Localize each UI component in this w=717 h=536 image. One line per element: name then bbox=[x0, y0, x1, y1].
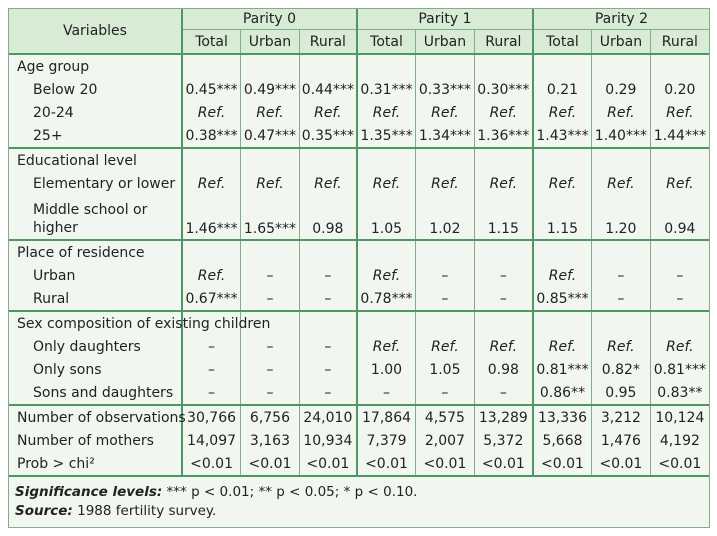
table-cell: Ref. bbox=[357, 172, 416, 195]
table-cell: 17,864 bbox=[357, 405, 416, 429]
table-row bbox=[9, 358, 709, 381]
table-cell: 0.67*** bbox=[182, 287, 241, 311]
table-cell: 0.47*** bbox=[241, 124, 300, 148]
row-label: Only sons bbox=[9, 358, 182, 381]
table-cell: Ref. bbox=[592, 172, 651, 195]
results-table bbox=[9, 9, 709, 477]
table-cell: – bbox=[650, 287, 709, 311]
table-cell: <0.01 bbox=[241, 452, 300, 476]
empty-cell bbox=[533, 311, 592, 335]
table-cell: Ref. bbox=[241, 172, 300, 195]
table-cell: Ref. bbox=[533, 335, 592, 358]
table-cell: 4,192 bbox=[659, 432, 700, 449]
table-cell: – bbox=[474, 264, 533, 287]
empty-cell bbox=[650, 148, 709, 172]
table-cell: 0.85*** bbox=[533, 287, 592, 311]
table-cell: 0.30*** bbox=[474, 78, 533, 101]
section-header-row bbox=[9, 311, 709, 335]
table-cell: 10,124 bbox=[655, 409, 705, 426]
table-cell: 1.36*** bbox=[474, 124, 533, 148]
table-cell: Ref. bbox=[299, 101, 357, 124]
empty-cell bbox=[474, 311, 533, 335]
table-cell: – bbox=[182, 381, 241, 405]
empty-cell bbox=[416, 240, 475, 264]
table-cell: Ref. bbox=[416, 101, 475, 124]
table-cell: 0.38*** bbox=[182, 124, 241, 148]
empty-cell bbox=[182, 148, 241, 172]
stats-label: Prob > chi² bbox=[9, 452, 182, 476]
table-cell: 24,010 bbox=[299, 405, 357, 429]
table-cell: – bbox=[299, 264, 357, 287]
significance-text: *** p < 0.01; ** p < 0.05; * p < 0.10. bbox=[162, 484, 418, 500]
table-cell: – bbox=[474, 287, 533, 311]
table-cell: Ref. bbox=[666, 175, 694, 192]
table-cell: 0.86** bbox=[533, 381, 592, 405]
section-title: Place of residence bbox=[9, 240, 182, 264]
empty-cell bbox=[474, 148, 533, 172]
table-cell: <0.01 bbox=[357, 452, 416, 476]
group-header: Parity 0 bbox=[182, 9, 357, 30]
table-cell: – bbox=[299, 358, 357, 381]
subcol-header: Rural bbox=[650, 30, 709, 55]
table-cell: 1.05 bbox=[357, 195, 416, 240]
table-cell: 1.15 bbox=[533, 195, 592, 240]
table-cell: <0.01 bbox=[299, 452, 357, 476]
empty-cell bbox=[474, 54, 533, 78]
empty-cell bbox=[357, 54, 416, 78]
table-row bbox=[9, 381, 709, 405]
table-cell: <0.01 bbox=[182, 452, 241, 476]
table-cell: 0.81*** bbox=[533, 358, 592, 381]
table-cell: 13,336 bbox=[533, 405, 592, 429]
empty-cell bbox=[650, 240, 709, 264]
empty-cell bbox=[592, 54, 651, 78]
table-cell: 30,766 bbox=[182, 405, 241, 429]
table-cell: 7,379 bbox=[357, 429, 416, 452]
table-cell: Ref. bbox=[241, 101, 300, 124]
row-label: Below 20 bbox=[9, 78, 182, 101]
table-cell: 1.02 bbox=[416, 195, 475, 240]
stats-label: Number of observations bbox=[9, 405, 182, 429]
table-cell: 1.34*** bbox=[416, 124, 475, 148]
table-cell: – bbox=[676, 267, 684, 284]
table-cell: 1.65*** bbox=[241, 195, 300, 240]
table-cell: Ref. bbox=[299, 172, 357, 195]
table-cell: Ref. bbox=[182, 172, 241, 195]
table-cell: <0.01 bbox=[533, 452, 592, 476]
table-cell: – bbox=[416, 264, 475, 287]
header-row-groups bbox=[9, 9, 709, 30]
table-cell: – bbox=[182, 335, 241, 358]
empty-cell bbox=[592, 311, 651, 335]
subcol-header: Rural bbox=[299, 30, 357, 55]
table-cell: 1.40*** bbox=[592, 124, 651, 148]
empty-cell bbox=[241, 148, 300, 172]
empty-cell bbox=[357, 240, 416, 264]
empty-cell bbox=[416, 148, 475, 172]
table-cell: – bbox=[299, 335, 357, 358]
subcol-header: Total bbox=[182, 30, 241, 55]
empty-cell bbox=[299, 54, 357, 78]
table-row bbox=[9, 287, 709, 311]
table-cell: Ref. bbox=[182, 101, 241, 124]
significance-label: Significance levels: bbox=[15, 484, 163, 500]
empty-cell bbox=[357, 311, 416, 335]
table-cell: 0.82* bbox=[592, 358, 651, 381]
table-cell: Ref. bbox=[416, 172, 475, 195]
table-cell: 0.35*** bbox=[299, 124, 357, 148]
empty-cell bbox=[533, 54, 592, 78]
section-title: Age group bbox=[9, 54, 182, 78]
table-cell: 0.20 bbox=[664, 81, 696, 98]
table-cell: <0.01 bbox=[416, 452, 475, 476]
table-cell: 0.49*** bbox=[241, 78, 300, 101]
row-label: 25+ bbox=[9, 124, 182, 148]
table-cell: – bbox=[357, 381, 416, 405]
table-row bbox=[9, 124, 709, 148]
table-cell: 0.33*** bbox=[416, 78, 475, 101]
subcol-header: Rural bbox=[474, 30, 533, 55]
table-cell: Ref. bbox=[357, 264, 416, 287]
stats-row bbox=[9, 452, 709, 476]
table-cell: – bbox=[299, 287, 357, 311]
table-cell: – bbox=[592, 264, 651, 287]
subcol-header: Total bbox=[533, 30, 592, 55]
empty-cell bbox=[592, 240, 651, 264]
table-cell: Ref. bbox=[357, 335, 416, 358]
source-note bbox=[15, 502, 709, 521]
table-cell: – bbox=[241, 358, 300, 381]
table-cell: 0.31*** bbox=[357, 78, 416, 101]
table-cell: 13,289 bbox=[474, 405, 533, 429]
table-cell: 10,934 bbox=[299, 429, 357, 452]
table-cell: Ref. bbox=[592, 101, 651, 124]
row-label: Urban bbox=[9, 264, 182, 287]
table-cell: 1.20 bbox=[592, 195, 651, 240]
table-cell: Ref. bbox=[182, 264, 241, 287]
empty-cell bbox=[416, 54, 475, 78]
section-header-row bbox=[9, 54, 709, 78]
table-row bbox=[9, 172, 709, 195]
table-cell: 0.98 bbox=[299, 195, 357, 240]
table-cell: 1.35*** bbox=[357, 124, 416, 148]
table-cell: 1.43*** bbox=[533, 124, 592, 148]
table-cell: Ref. bbox=[533, 101, 592, 124]
empty-cell bbox=[592, 148, 651, 172]
empty-cell bbox=[182, 240, 241, 264]
group-header: Parity 1 bbox=[357, 9, 533, 30]
table-row bbox=[9, 335, 709, 358]
significance-note bbox=[15, 483, 709, 502]
row-label: Sons and daughters bbox=[9, 381, 182, 405]
table-cell: 3,212 bbox=[592, 405, 651, 429]
table-cell: 5,668 bbox=[533, 429, 592, 452]
table-cell: 1.44*** bbox=[650, 124, 709, 148]
table-cell: – bbox=[416, 287, 475, 311]
empty-cell bbox=[241, 240, 300, 264]
table-row bbox=[9, 78, 709, 101]
section-title: Sex composition of existing children bbox=[9, 311, 182, 335]
variables-header: Variables bbox=[9, 9, 182, 54]
table-cell: – bbox=[474, 381, 533, 405]
table-cell: 0.81*** bbox=[653, 361, 706, 378]
row-label: Only daughters bbox=[9, 335, 182, 358]
section-header-row bbox=[9, 148, 709, 172]
row-label: Elementary or lower bbox=[9, 172, 182, 195]
table-cell: <0.01 bbox=[474, 452, 533, 476]
table-container bbox=[8, 8, 710, 528]
empty-cell bbox=[650, 311, 709, 335]
table-cell: 0.83** bbox=[650, 381, 709, 405]
row-label: Middle school or higher bbox=[9, 195, 182, 240]
table-cell: 5,372 bbox=[474, 429, 533, 452]
table-cell: Ref. bbox=[592, 335, 651, 358]
stats-row bbox=[9, 405, 709, 429]
table-row bbox=[9, 264, 709, 287]
table-cell: Ref. bbox=[533, 172, 592, 195]
table-cell: – bbox=[592, 287, 651, 311]
table-cell: 1.46*** bbox=[182, 195, 241, 240]
footnote bbox=[9, 477, 709, 521]
table-cell: 14,097 bbox=[182, 429, 241, 452]
table-cell: – bbox=[299, 381, 357, 405]
empty-cell bbox=[474, 240, 533, 264]
table-row bbox=[9, 195, 709, 240]
table-cell: 3,163 bbox=[241, 429, 300, 452]
table-cell: 0.78*** bbox=[357, 287, 416, 311]
section-header-row bbox=[9, 240, 709, 264]
table-cell: – bbox=[241, 381, 300, 405]
table-cell: Ref. bbox=[474, 335, 533, 358]
source-text: 1988 fertility survey. bbox=[72, 503, 217, 519]
table-cell: 0.29 bbox=[592, 78, 651, 101]
table-cell: Ref. bbox=[666, 338, 694, 355]
table-cell: Ref. bbox=[474, 172, 533, 195]
empty-cell bbox=[357, 148, 416, 172]
table-cell: – bbox=[241, 335, 300, 358]
table-cell: Ref. bbox=[416, 335, 475, 358]
row-label: Rural bbox=[9, 287, 182, 311]
empty-cell bbox=[533, 148, 592, 172]
row-label: 20-24 bbox=[9, 101, 182, 124]
table-cell: – bbox=[241, 287, 300, 311]
table-cell: 0.44*** bbox=[299, 78, 357, 101]
table-cell: – bbox=[241, 264, 300, 287]
table-cell: Ref. bbox=[474, 101, 533, 124]
empty-cell bbox=[299, 311, 357, 335]
stats-label: Number of mothers bbox=[9, 429, 182, 452]
table-body bbox=[9, 54, 709, 476]
table-cell: 2,007 bbox=[416, 429, 475, 452]
stats-row bbox=[9, 429, 709, 452]
empty-cell bbox=[533, 240, 592, 264]
table-cell: 0.21 bbox=[533, 78, 592, 101]
table-cell: Ref. bbox=[533, 264, 592, 287]
table-cell: 4,575 bbox=[416, 405, 475, 429]
empty-cell bbox=[416, 311, 475, 335]
empty-cell bbox=[182, 54, 241, 78]
table-cell: Ref. bbox=[357, 101, 416, 124]
table-cell: Ref. bbox=[666, 104, 694, 121]
empty-cell bbox=[299, 240, 357, 264]
empty-cell bbox=[299, 148, 357, 172]
table-cell: <0.01 bbox=[592, 452, 651, 476]
table-cell: 6,756 bbox=[241, 405, 300, 429]
table-cell: 0.94 bbox=[650, 195, 709, 240]
subcol-header: Urban bbox=[241, 30, 300, 55]
table-row bbox=[9, 101, 709, 124]
table-cell: – bbox=[182, 358, 241, 381]
subcol-header: Urban bbox=[416, 30, 475, 55]
table-cell: 1,476 bbox=[592, 429, 651, 452]
empty-cell bbox=[650, 54, 709, 78]
table-cell: 1.15 bbox=[474, 195, 533, 240]
table-cell: 0.98 bbox=[474, 358, 533, 381]
table-cell: <0.01 bbox=[650, 452, 709, 476]
table-cell: 0.95 bbox=[592, 381, 651, 405]
subcol-header: Total bbox=[357, 30, 416, 55]
subcol-header: Urban bbox=[592, 30, 651, 55]
group-header: Parity 2 bbox=[533, 9, 709, 30]
table-cell: 1.05 bbox=[416, 358, 475, 381]
table-cell: – bbox=[416, 381, 475, 405]
table-cell: 1.00 bbox=[357, 358, 416, 381]
source-label: Source: bbox=[15, 503, 73, 519]
empty-cell bbox=[241, 54, 300, 78]
table-cell: 0.45*** bbox=[182, 78, 241, 101]
section-title: Educational level bbox=[9, 148, 182, 172]
